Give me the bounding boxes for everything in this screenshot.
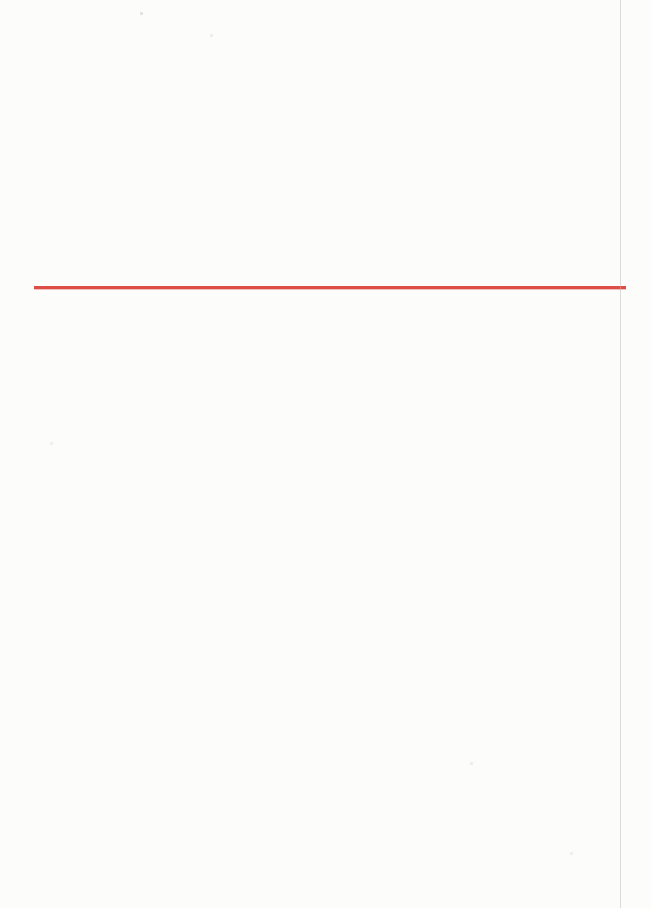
org-banner-title <box>0 158 651 214</box>
document-title-line-1 <box>0 310 651 328</box>
red-divider-line <box>34 286 626 289</box>
scan-noise-specks <box>140 12 143 15</box>
scan-artifact-line <box>620 0 621 908</box>
document-title-line-2 <box>0 366 651 384</box>
